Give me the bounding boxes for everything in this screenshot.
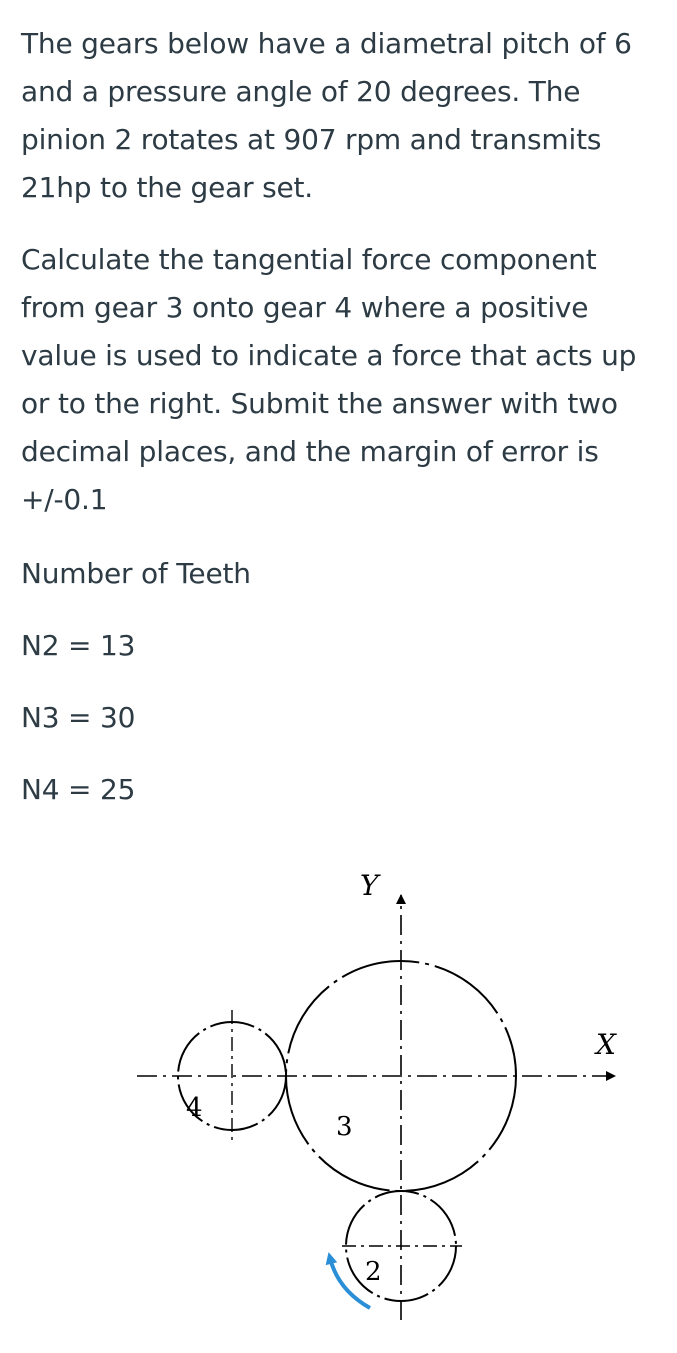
problem-question: Calculate the tangential force component from gear 3 onto gear 4 where a positive value is used to indicate a force that acts up or to the right. Submit the answer with two decimal places, and the margin of error is +/-0.1: [21, 243, 637, 516]
gear-3-label: 3: [336, 1112, 353, 1142]
problem-intro: The gears below have a diametral pitch of 6 and a pressure angle of 20 degrees. The pinion 2 rotates at 907 rpm and transmits 21hp to the gear set.: [21, 27, 632, 204]
gear-train-diagram: [0, 850, 677, 1330]
teeth-n2: N2 = 13: [21, 629, 136, 662]
teeth-n4: N4 = 25: [21, 773, 136, 806]
gear-4-label: 4: [186, 1093, 203, 1123]
gear-2-label: 2: [365, 1257, 382, 1287]
x-axis-label: X: [596, 1028, 616, 1061]
teeth-n3: N3 = 30: [21, 701, 136, 734]
y-axis-label: Y: [360, 869, 379, 902]
problem-statement: [21, 20, 661, 838]
teeth-heading: Number of Teeth: [21, 557, 251, 590]
